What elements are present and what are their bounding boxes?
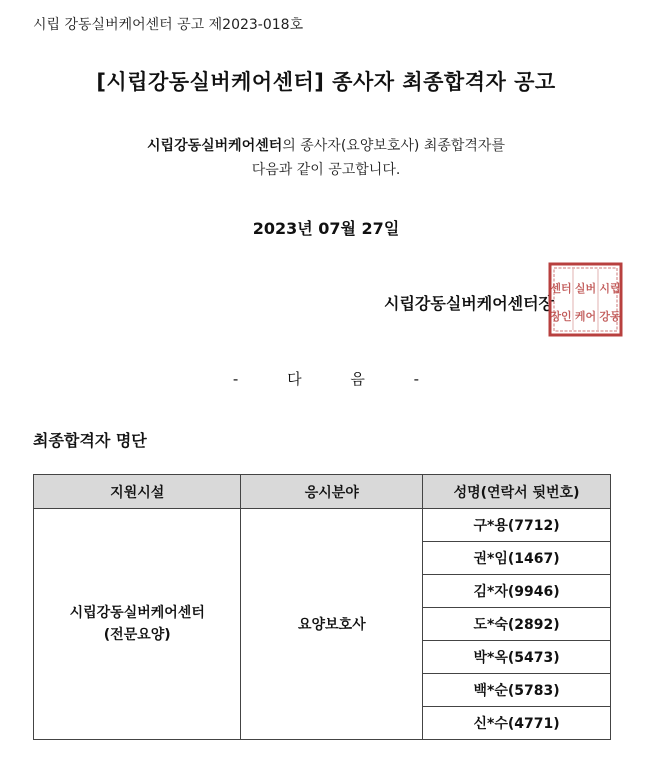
header-field: 응시분야 [241, 475, 423, 509]
seal-glyph: 센터 [550, 282, 572, 295]
official-seal-icon [548, 262, 623, 337]
intro-line-1 [0, 134, 652, 158]
seal-glyph: 실버 [574, 282, 597, 295]
candidate-name: 박*옥(5473) [423, 641, 611, 674]
separator-word-2: 음 [350, 370, 365, 388]
candidate-name: 도*숙(2892) [423, 608, 611, 641]
facility-cell [34, 509, 241, 740]
candidate-name: 구*용(7712) [423, 509, 611, 542]
seal-glyph: 케어 [574, 310, 597, 323]
candidate-name: 김*자(9946) [423, 575, 611, 608]
seal-glyph: 장인 [550, 310, 572, 323]
field-cell: 요양보호사 [241, 509, 423, 740]
notice-date: 2023년 07월 27일 [252, 219, 400, 238]
issuer-name: 시립강동실버케어센터장 [384, 294, 555, 313]
table-header-row [34, 475, 611, 509]
document-number: 시립 강동실버케어센터 공고 제2023-018호 [33, 17, 304, 33]
candidate-name: 백*순(5783) [423, 674, 611, 707]
header-facility: 지원시설 [34, 475, 241, 509]
intro-org-name: 시립강동실버케어센터 [147, 138, 283, 154]
table-row [34, 509, 611, 542]
separator-daeum [0, 368, 652, 389]
seal-glyph: 시립 [599, 282, 621, 295]
intro-paragraph [0, 134, 652, 182]
page-title: [시립강동실버케어센터] 종사자 최종합격자 공고 [96, 70, 556, 94]
separator-dash-left: - [232, 370, 239, 388]
candidate-name: 신*수(4771) [423, 707, 611, 740]
seal-glyph: 강동 [599, 310, 621, 323]
facility-type: (전문요양) [103, 627, 171, 643]
intro-line-1-rest: 의 종사자(요양보호사) 최종합격자를 [282, 138, 505, 154]
separator-dash-right: - [413, 370, 420, 388]
section-title: 최종합격자 명단 [33, 431, 147, 450]
result-table [33, 474, 611, 740]
intro-line-2: 다음과 같이 공고합니다. [251, 162, 401, 178]
separator-word-1: 다 [287, 370, 302, 388]
candidate-name: 권*임(1467) [423, 542, 611, 575]
facility-name: 시립강동실버케어센터 [69, 605, 205, 621]
header-name: 성명(연락서 뒷번호) [423, 475, 611, 509]
